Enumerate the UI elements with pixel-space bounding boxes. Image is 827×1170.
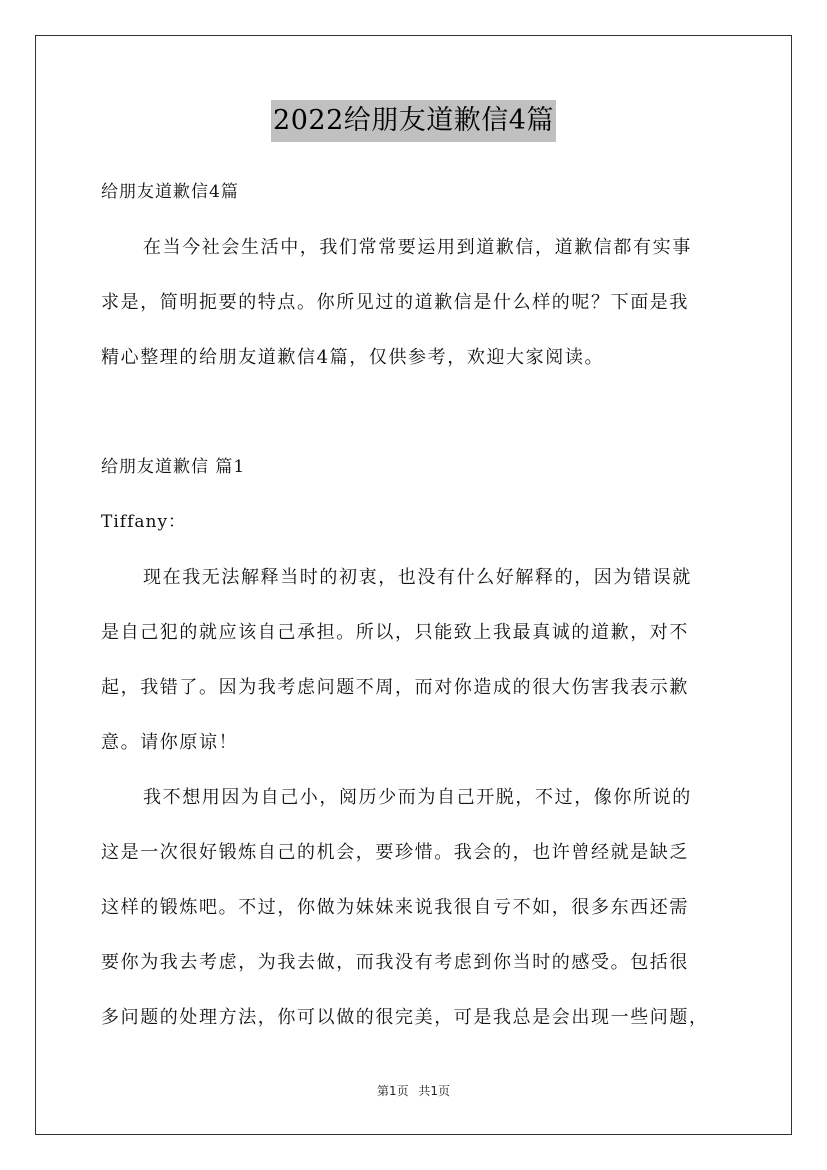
title-container: [0, 100, 827, 142]
paragraph-line: 要你为我去考虑，为我去做，而我没有考虑到你当时的感受。包括很: [101, 952, 689, 973]
paragraph-line: 多问题的处理方法，你可以做的很完美，可是我总是会出现一些问题，: [101, 1007, 709, 1028]
page-footer: [0, 1082, 827, 1099]
paragraph-line: 起，我错了。因为我考虑问题不周，而对你造成的很大伤害我表示歉: [101, 677, 689, 698]
page-number-total: 共1页: [418, 1084, 451, 1098]
paragraph-line: 现在我无法解释当时的初衷，也没有什么好解释的，因为错误就: [143, 567, 692, 588]
paragraph-line: 这是一次很好锻炼自己的机会，要珍惜。我会的，也许曾经就是缺乏: [101, 842, 689, 863]
document-subtitle: 给朋友道歉信4篇: [101, 182, 239, 202]
intro-line: 精心整理的给朋友道歉信4篇，仅供参考，欢迎大家阅读。: [101, 347, 605, 368]
paragraph-line: 我不想用因为自己小，阅历少而为自己开脱，不过，像你所说的: [143, 787, 692, 808]
paragraph-line: 意。请你原谅！: [101, 732, 239, 753]
blank-line: [101, 385, 729, 440]
paragraph-line: 这样的锻炼吧。不过，你做为妹妹来说我很自亏不如，很多东西还需: [101, 897, 689, 918]
document-body: [101, 165, 729, 1045]
letter-salutation: Tiffany：: [101, 512, 187, 532]
paragraph-line: 是自己犯的就应该自己承担。所以，只能致上我最真诚的道歉，对不: [101, 622, 689, 643]
intro-line: 求是，简明扼要的特点。你所见过的道歉信是什么样的呢？下面是我: [101, 292, 689, 313]
intro-line: 在当今社会生活中，我们常常要运用到道歉信，道歉信都有实事: [143, 237, 692, 258]
document-title: 2022给朋友道歉信4篇: [271, 100, 556, 142]
section-heading: 给朋友道歉信 篇1: [101, 457, 246, 477]
page-number-current: 第1页: [376, 1084, 409, 1098]
